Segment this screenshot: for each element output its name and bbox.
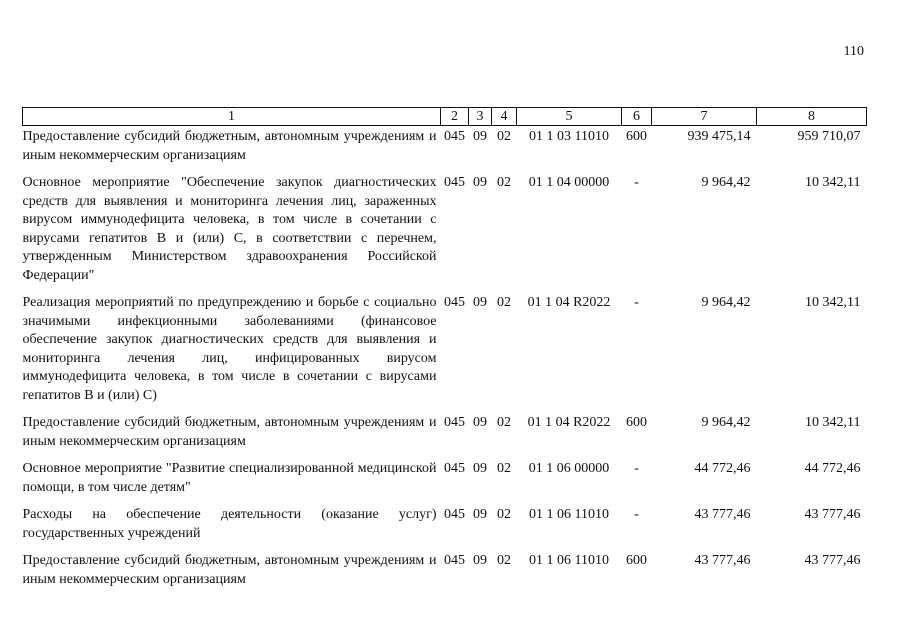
header-col-3: 3 <box>469 108 492 126</box>
header-col-4: 4 <box>492 108 517 126</box>
row-expense-type: - <box>634 295 639 310</box>
page-number: 110 <box>843 44 864 59</box>
header-col-2: 2 <box>441 108 469 126</box>
row-section-code: 09 <box>473 415 487 430</box>
header-col-1: 1 <box>23 108 441 126</box>
table-row <box>23 414 867 460</box>
row-subsection-code: 02 <box>497 553 511 568</box>
row-amount-1: 43 777,46 <box>694 507 751 522</box>
header-row <box>23 108 867 126</box>
row-ministry-code: 045 <box>444 295 465 310</box>
row-target-article: 01 1 06 11010 <box>529 553 609 568</box>
row-name: Основное мероприятие "Развитие специализированной медицинской помощи, в том числе детям" <box>22 461 437 495</box>
row-section-code: 09 <box>473 461 487 476</box>
row-amount-1: 44 772,46 <box>694 461 751 476</box>
table-row <box>23 294 867 414</box>
table-row <box>23 460 867 506</box>
row-expense-type: - <box>634 461 639 476</box>
row-subsection-code: 02 <box>497 175 511 190</box>
row-amount-2: 43 777,46 <box>804 507 861 522</box>
row-section-code: 09 <box>473 507 487 522</box>
row-expense-type: - <box>634 507 639 522</box>
row-target-article: 01 1 04 R2022 <box>527 415 611 430</box>
table-row <box>23 552 867 598</box>
row-amount-2: 959 710,07 <box>797 129 861 144</box>
row-amount-1: 939 475,14 <box>687 129 751 144</box>
row-subsection-code: 02 <box>497 129 511 144</box>
row-section-code: 09 <box>473 129 487 144</box>
row-subsection-code: 02 <box>497 507 511 522</box>
row-target-article: 01 1 03 11010 <box>529 129 609 144</box>
row-ministry-code: 045 <box>444 507 465 522</box>
row-ministry-code: 045 <box>444 175 465 190</box>
row-name: Расходы на обеспечение деятельности (оказание услуг) государственных учреждений <box>22 507 437 541</box>
row-section-code: 09 <box>473 175 487 190</box>
row-name: Предоставление субсидий бюджетным, автономным учреждениям и иным некоммерческим организациям <box>22 129 437 163</box>
row-expense-type: 600 <box>626 129 647 144</box>
header-col-7: 7 <box>652 108 757 126</box>
row-section-code: 09 <box>473 295 487 310</box>
row-name: Предоставление субсидий бюджетным, автономным учреждениям и иным некоммерческим организациям <box>22 415 437 449</box>
row-subsection-code: 02 <box>497 415 511 430</box>
budget-table <box>22 107 867 598</box>
row-amount-1: 43 777,46 <box>694 553 751 568</box>
row-expense-type: 600 <box>626 415 647 430</box>
row-expense-type: - <box>634 175 639 190</box>
row-target-article: 01 1 06 11010 <box>529 507 609 522</box>
row-ministry-code: 045 <box>444 415 465 430</box>
table-row <box>23 126 867 175</box>
row-subsection-code: 02 <box>497 295 511 310</box>
row-section-code: 09 <box>473 553 487 568</box>
row-amount-2: 10 342,11 <box>805 415 861 430</box>
row-name: Предоставление субсидий бюджетным, автономным учреждениям и иным некоммерческим организациям <box>22 553 437 587</box>
row-amount-2: 44 772,46 <box>804 461 861 476</box>
row-amount-1: 9 964,42 <box>701 295 751 310</box>
row-name: Основное мероприятие "Обеспечение закупок диагностических средств для выявления и мониторинга лечения лиц, зараженных вирусом иммунодефицита человека, в том числе в сочетании с вирусами гепатитов В и (или) С, в соответствии с перечнем, утвержденным Министерством здравоохранения Российской Федерации" <box>22 175 437 283</box>
row-target-article: 01 1 04 R2022 <box>527 295 611 310</box>
header-col-8: 8 <box>757 108 867 126</box>
table-row <box>23 174 867 294</box>
row-subsection-code: 02 <box>497 461 511 476</box>
row-ministry-code: 045 <box>444 129 465 144</box>
row-amount-2: 10 342,11 <box>805 295 861 310</box>
row-target-article: 01 1 06 00000 <box>528 461 610 476</box>
row-amount-1: 9 964,42 <box>701 415 751 430</box>
row-amount-2: 43 777,46 <box>804 553 861 568</box>
table-row <box>23 506 867 552</box>
header-col-6: 6 <box>622 108 652 126</box>
row-name: Реализация мероприятий по предупреждению и борьбе с социально значимыми инфекционными заболеваниями (финансовое обеспечение закупок диагностических средств для выявления и мониторинга лечения лиц, инфицированных вирусом иммунодефицита человека, в том числе в сочетании с вирусами гепатитов В и (или) С) <box>22 295 437 403</box>
row-ministry-code: 045 <box>444 461 465 476</box>
row-target-article: 01 1 04 00000 <box>528 175 610 190</box>
row-ministry-code: 045 <box>444 553 465 568</box>
row-amount-1: 9 964,42 <box>701 175 751 190</box>
header-col-5: 5 <box>517 108 622 126</box>
row-expense-type: 600 <box>626 553 647 568</box>
row-amount-2: 10 342,11 <box>805 175 861 190</box>
